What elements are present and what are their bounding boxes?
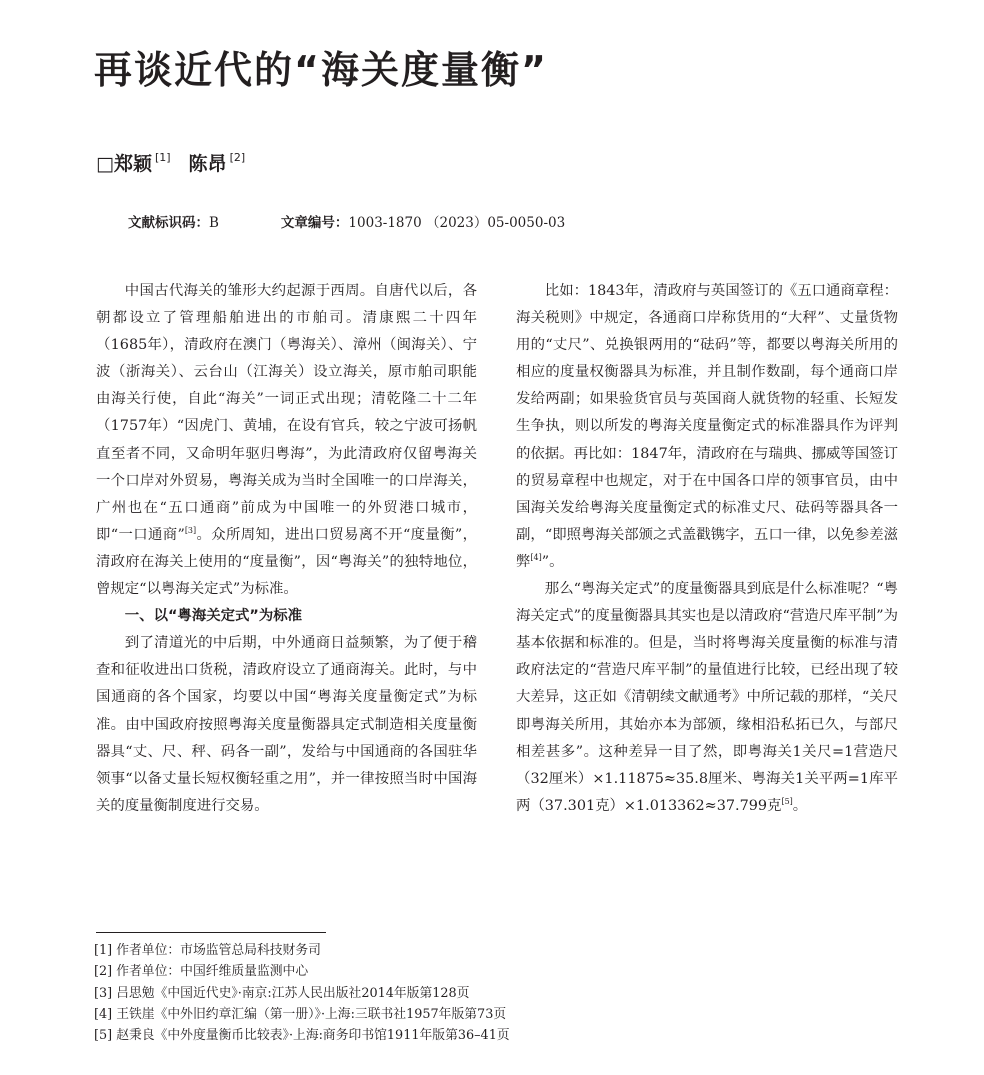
footnote-item: [5] 赵秉良《中外度量衡币比较表》·上海:商务印书馆1911年版第36–41页 [94, 1028, 510, 1044]
paragraph-text: 那么“粤海关定式”的度量衡器具到底是什么标准呢？“粤海关定式”的度量衡器具其实也是以清政府“营造尺库平制”为基本依据和标准的。但是，当时将粤海关度量衡的标准与清政府法定的“营造尺库平制”的量值进行比较，已经出现了较大差异，这正如《清朝续文献通考》中所记载的那样，“关尺即粤海关所用，其始亦本为部颁，缘相沿私拓已久，与部尺相差甚多”。这种差异一目了然，即粤海关1关尺=1营造尺（32厘米）×1.11875≈35.8厘米、粤海关1关平两=1库平两（37.301克）×1.013362≈37.799克 [516, 581, 898, 814]
footnote-divider [96, 932, 326, 933]
footnote-item: [3] 吕思勉《中国近代史》·南京:江苏人民出版社2014年版第128页 [94, 985, 470, 1001]
body-paragraph [516, 576, 898, 820]
footnotes [94, 940, 694, 1046]
body-paragraph: 到了清道光的中后期，中外通商日益频繁，为了便于稽查和征收进出口货税，清政府设立了通商海关。此时，与中国通商的各个国家，均要以中国“粤海关度量衡定式”为标准。由中国政府按照粤海关度量衡器具定式制造相关度量衡器具“丈、尺、秤、码各一副”，发给与中国通商的各国驻华领事“以备丈量长短权衡轻重之用”，并一律按照当时中国海关的度量衡制度进行交易。 [96, 635, 477, 814]
author-name: □郑颖 [96, 153, 152, 175]
right-column [516, 278, 898, 820]
paragraph-text: 中国古代海关的雏形大约起源于西周。自唐代以后，各朝都设立了管理船舶进出的市舶司。清康熙二十四年（1685年），清政府在澳门（粤海关）、漳州（闽海关）、宁波（浙海关）、云台山（江海关）设立海关，原市舶司职能由海关行使，自此“海关”一词正式出现；清乾隆二十二年（1757年）“因虎门、黄埔，在设有官兵，较之宁波可扬帆直至者不同，又命明年驱归粤海”，为此清政府仅留粤海关一个口岸对外贸易，粤海关成为当时全国唯一的口岸海关，广州也在“五口通商”前成为中国唯一的外贸港口城市，即“一口通商” [96, 283, 477, 543]
article-number-label: 文章编号： [280, 215, 349, 231]
author-ref[interactable]: [2] [229, 151, 246, 164]
article-number-value: 1003-1870 （2023）05-0050-03 [348, 215, 566, 231]
section-heading: 一、以“粤海关定式”为标准 [124, 608, 303, 625]
body-paragraph [96, 278, 477, 603]
article-meta [128, 210, 565, 236]
footnote-item: [2] 作者单位：中国纤维质量监测中心 [94, 964, 309, 980]
doc-code-label: 文献标识码： [128, 215, 209, 231]
paragraph-text: 。众所周知，进出口贸易离不开“度量衡”，清政府在海关上使用的“度量衡”，因“粤海关”的独特地位，曾规定“以粤海关定式”为标准。 [96, 526, 478, 598]
left-column [96, 278, 477, 820]
footnote-item: [1] 作者单位：市场监管总局科技财务司 [94, 943, 321, 958]
footnote-item: [4] 王铁崖《中外旧约章汇编（第一册）》·上海:三联书社1957年版第73页 [94, 1006, 507, 1022]
author-name: 陈昂 [188, 153, 227, 175]
citation-ref[interactable]: [3] [184, 525, 197, 535]
paragraph-text: ”。 [541, 553, 564, 570]
citation-ref[interactable]: [5] [781, 796, 793, 806]
article-title: 再谈近代的“海关度量衡” [94, 48, 548, 92]
paragraph-text: 。 [792, 797, 808, 814]
paragraph-text: 比如：1843年，清政府与英国签订的《五口通商章程：海关税则》中规定，各通商口岸称货用的“大秤”、丈量货物用的“丈尺”、兑换银两用的“砝码”等，都要以粤海关所用的相应的度量权衡器具为标准，并且制作数副，每个通商口岸发给两副；如果验货官员与英国商人就货物的轻重、长短发生争执，则以所发的粤海关度量衡定式的标准器具作为评判的依据。再比如：1847年，清政府在与瑞典、挪威等国签订的贸易章程中也规定，对于在中国各口岸的领事官员，由中国海关发给粤海关度量衡定式的标准丈尺、砝码等器具各一副，“即照粤海关部颁之式盖戳镌字，五口一律，以免参差滋弊 [516, 283, 899, 570]
doc-code-value: B [209, 215, 219, 231]
body-paragraph [516, 278, 898, 576]
citation-ref[interactable]: [4] [530, 552, 542, 562]
author-ref[interactable]: [1] [154, 151, 171, 164]
author-line [96, 142, 245, 180]
